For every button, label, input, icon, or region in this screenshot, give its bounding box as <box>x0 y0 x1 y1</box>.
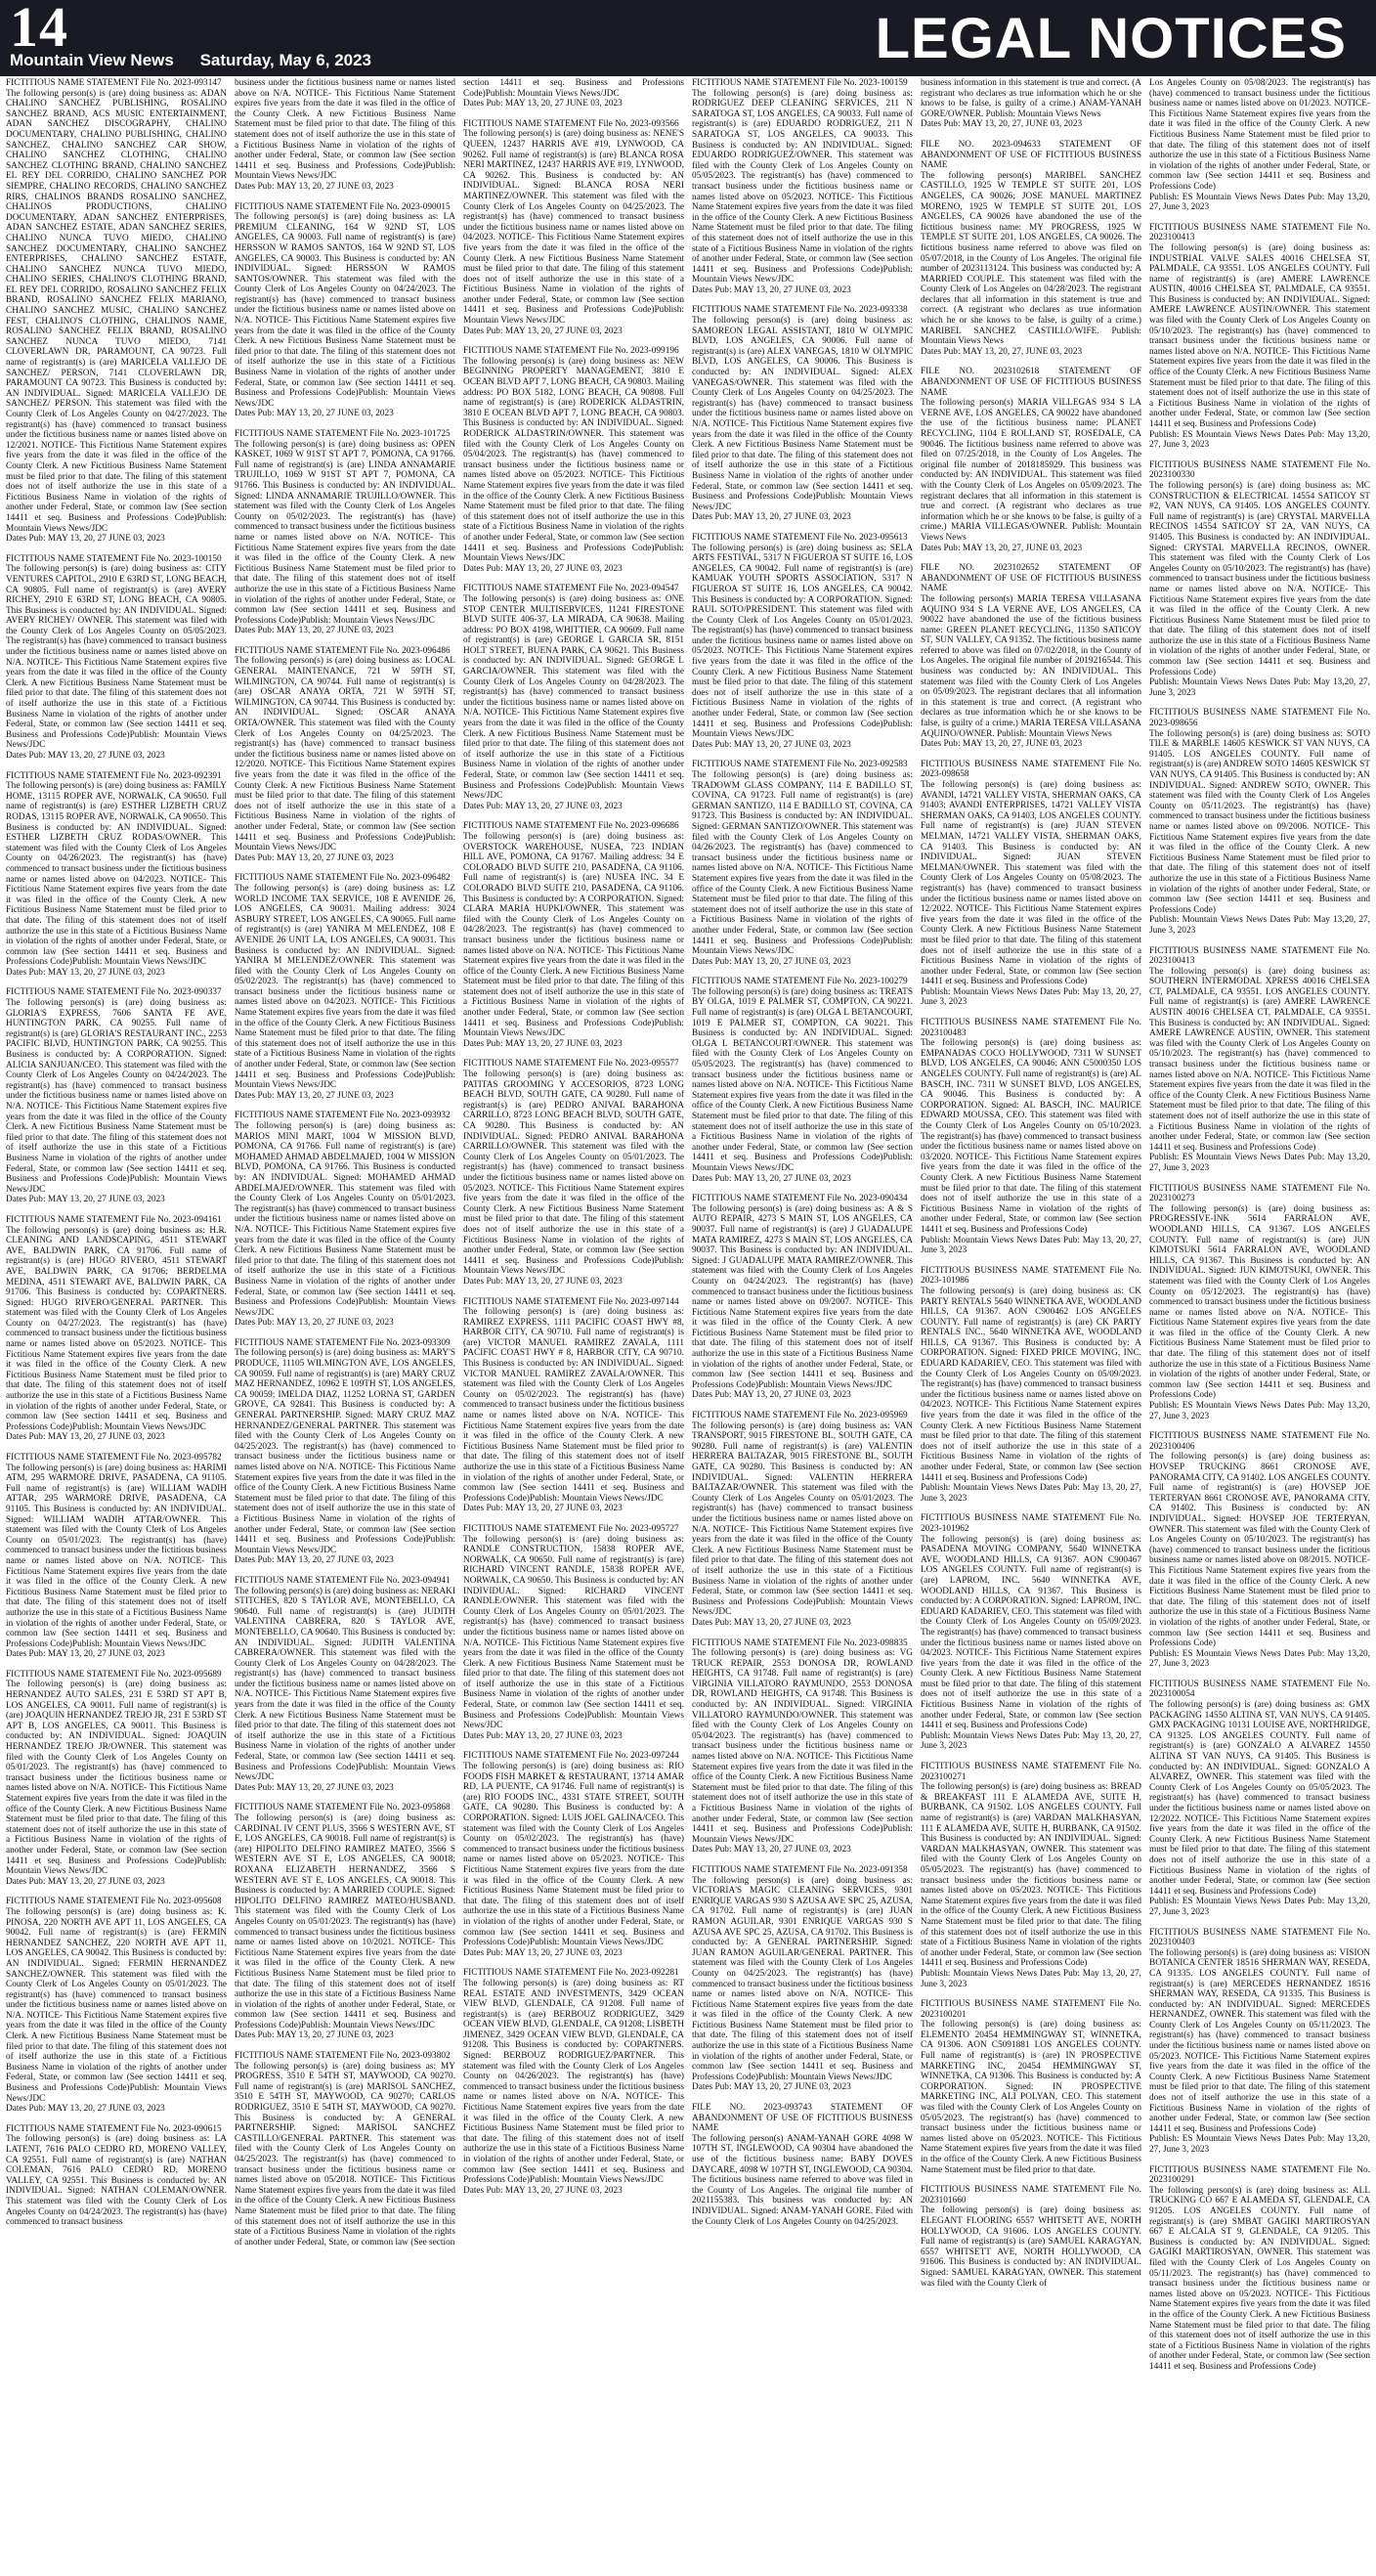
notice-header: FILE NO. 2023102652 STATEMENT OF ABANDONMENT OF USE OF FICTITIOUS BUSINESS NAME <box>921 563 1141 594</box>
notice-body: The following person(s) is (are) doing business as: MC CONSTRUCTION & ELECTRICAL 14554 SATICOY ST #2, VAN NUYS, CA 91405. LOS ANGELES COUNTY. Full name of registrant(s) is (are) CRYSTAL MARVELLA RECINOS 14554 SATICOY ST 2A, VAN NUYS, CA 91405. This Business is conducted by: AN INDIVIDUAL. Signed: CRYSTAL MARVELLA RECINOS, OWNER. This statement was filed with the County Clerk of Los Angeles County on 05/10/2023. The registrant(s) has (have) commenced to transact business under the fictitious business name or names listed above on N/A. NOTICE- This Fictitious Name Statement expires five years from the date it was filed in the office of the County Clerk. A new Fictitious Business Name Statement must be filed prior to that date. The filing of this statement does not of itself authorize the use in this state of a Fictitious Business Name in violation of the rights of another under Federal, State, or common law (See section 14411 et seq. Business and Professions Code) <box>1149 480 1370 677</box>
notice-dates: Dates Pub: MAY 13, 20, 27 JUNE 03, 2023 <box>463 1730 623 1741</box>
notice-dates: Dates Pub: MAY 13, 20, 27, JUNE 03, 2023 <box>921 543 1083 553</box>
notice-body: business under the fictitious business name or names listed above on N/A. NOTICE- This Fictitious Name Statement expires five years from the date it was filed in the office of the County Clerk. A new Fictitious Business Name Statement must be filed prior to that date. The filing of this statement does not of itself authorize the use in this state of a Fictitious Business Name in violation of the rights of another under Federal, State, or common law (See section 14411 et seq. Business and Professions Code)Publish: Mountain Views News/JDC <box>235 78 455 182</box>
legal-notice <box>692 1411 913 1628</box>
legal-notice <box>921 1018 1141 1256</box>
legal-notice <box>1149 708 1370 936</box>
legal-notice <box>692 760 913 967</box>
notice-header: FICTITIOUS NAME STATEMENT File No. 2023-096482 <box>235 873 451 884</box>
legal-notice <box>6 2124 227 2228</box>
legal-notice <box>235 873 455 1101</box>
notice-header: FICTITIOUS NAME STATEMENT File No. 2023-095727 <box>463 1523 679 1534</box>
notice-dates: Publish: Mountain Views News Dates Pub: May 13,20, 27, June 3, 2023 <box>1149 915 1370 936</box>
legal-notice <box>921 78 1141 130</box>
notice-header: FICTITIOUS NAME STATEMENT File No. 2023-090434 <box>692 1194 908 1204</box>
legal-notice <box>6 987 227 1204</box>
notice-dates: Publish: ES Mountain Views News Dates Pub: May 13,20, 27, June 3, 2023 <box>1149 1153 1370 1173</box>
legal-notice <box>1149 460 1370 699</box>
notice-header: FICTITIOUS NAME STATEMENT File No. 2023-093147 <box>6 78 222 88</box>
notice-body: The following person(s) is (are) doing business as: PASADENA MOVING COMPANY, 5640 WINNETKA AVE, WOODLAND HILLS, CA 91367. AON C900467 LOS ANGELES COUNTY. Full name of registrant(s) is (are) LAPROM, INC. 5640 WINNETKA AVE, WOODLAND HILLS, CA 91367. This Business is conducted by: A CORPORATION. Signed: LAPROM, INC. EDUARD KADARIEV, CEO. This statement was filed with the County Clerk of Los Angeles County on 05/09/2023. The registrant(s) has (have) commenced to transact business under the fictitious business name or names listed above on 04/2023. NOTICE- This Fictitious Name Statement expires five years from the date it was filed in the office of the County Clerk. A new Fictitious Business Name Statement must be filed prior to that date. The filing of this statement does not of itself authorize the use in this state of a Fictitious Business Name in violation of the rights of another under Federal, State, or common law (See section 14411 et seq. Business and Professions Code) <box>921 1534 1141 1731</box>
notices-columns <box>6 78 1370 2571</box>
notice-header: FICTITIOUS NAME STATEMENT File No. 2023-097244 <box>463 1751 679 1762</box>
notice-body: The following person(s) ANAM-YANAH GORE 4098 W 107TH ST, INGLEWOOD, CA 90304 have abandoned the use of the fictitious business name: BABY DOVES DAYCARE, 4098 W 107TH ST, INGLEWOOD, CA 90304. The fictitious business name referred to above was filed in the County of Los Angeles. The original file number of 2021155383. This business was conducted by: AN INDIVIDUAL. Signed: ANAM-YANAH GORE. Filed with the County Clerk of Los Angeles County on 04/25/2023. <box>692 2133 913 2227</box>
notice-body: The following person(s) is (are) doing business as: INDUSTRIAL VALVE SALES 40016 CHELSEA ST, PALMDALE, CA 93551. LOS ANGELES COUNTY. Full name of registrant(s) is (are) AMERE LAWRENCE AUSTIN, 40016 CHELSEA ST, PALMDALE, CA 93551. This Business is conducted by: AN INDIVIDUAL. Signed: AMERE LAWRENCE AUSTIN/OWNER. This statement was filed with the County Clerk of Los Angeles County on 05/10/2023. The registrant(s) has (have) commenced to transact business under the fictitious business name or names listed above on N/A. NOTICE- This Fictitious Name Statement expires five years from the date it was filed in the office of the County Clerk. A new Fictitious Business Name Statement must be filed prior to that date. The filing of this statement does not of itself authorize the use in this state of a Fictitious Business Name in violation of the rights of another under Federal, State, or common law (See section 14411 et seq. Business and Professions Code) <box>1149 242 1370 429</box>
legal-notice <box>6 1453 227 1660</box>
legal-notice <box>235 1338 455 1566</box>
notice-header: FICTITIOUS NAME STATEMENT File No. 2023-095613 <box>692 532 908 543</box>
notice-dates: Dates Pub: MAY 13, 20, 27 JUNE 03, 2023 <box>463 1038 623 1049</box>
notice-header: FICTITIOUS BUSINESS NAME STATEMENT File No. 2023-098658 <box>921 759 1141 780</box>
notice-body: The following person(s) is (are) doing business as: HOVSEP TRUCKING 8661 CRONOSE AVE, PANORAMA CITY, CA 91402. LOS ANGELES COUNTY. Full name of registrant(s) is (are) HOVSEP JOE TERTERYAN 8661 CRONOSE AVE, PANORAMA CITY, CA 91402. This Business is conducted by: AN INDIVIDUAL. Signed: HOVSEP JOE TERTERYAN, OWNER. This statement was filed with the County Clerk of Los Angeles County on 05/10/2023. The registrant(s) has (have) commenced to transact business under the fictitious business name or names listed above on 08/2015. NOTICE- This Fictitious Name Statement expires five years from the date it was filed in the office of the County Clerk. A new Fictitious Business Name Statement must be filed prior to that date. The filing of this statement does not of itself authorize the use in this state of a Fictitious Business Name in violation of the rights of another under Federal, State, or common law (See section 14411 et seq. Business and Professions Code) <box>1149 1452 1370 1649</box>
notice-header: FICTITIOUS NAME STATEMENT File No. 2023-096686 <box>463 821 679 832</box>
notice-dates: Dates Pub: MAY 13, 20, 27, JUNE 03, 2023 <box>921 119 1083 130</box>
notice-body: The following person(s) is (are) doing business as: HARIMI ATM, 295 WARMORE DRIVE, PASADENA, CA 91105. Full name of registrant(s) is (are) WILLIAM WADIH ATTAR, 295 WARMORE DRIVE, PASADENA, CA 91105. This Business is conducted by: AN INDIVIDUAL. Signed: WILLIAM WADIH ATTAR/OWNER. This statement was filed with the County Clerk of Los Angeles County on 05/01/2023. The registrant(s) has (have) commenced to transact business under the fictitious business name or names listed above on N/A. NOTICE- This Fictitious Name Statement expires five years from the date it was filed in the office of the County Clerk. A new Fictitious Business Name Statement must be filed prior to that date. The filing of this statement does not of itself authorize the use in this state of a Fictitious Business Name in violation of the rights of another under Federal, State, or common law (See section 14411 et seq. Business and Professions Code)Publish: Mountain Views News/JDC <box>6 1463 227 1649</box>
legal-notice <box>921 140 1141 357</box>
notice-header: FICTITIOUS NAME STATEMENT File No. 2023-093802 <box>235 2051 451 2062</box>
legal-notice <box>235 1111 455 1328</box>
notice-dates: Dates Pub: MAY 13, 20, 27 JUNE 03, 2023 <box>235 181 394 192</box>
notice-body: The following person(s) is (are) doing business as: NENE'S QUEEN, 12437 HARRIS AVE #19, LYNWOOD, CA 90262. Full name of registrant(s) is (are) BLANCA ROSA NERI MARTINEZ, 12437 HARRIS AVE #19, LYNWOOD, CA 90262. This Business is conducted by: AN INDIVIDUAL. Signed: BLANCA ROSA NERI MARTINEZ/OWNER. This statement was filed with the County Clerk of Los Angeles County on 04/25/2023. The registrant(s) has (have) commenced to transact business under the fictitious business name or names listed above on 04/2023. NOTICE- This Fictitious Name Statement expires five years from the date it was filed in the office of the County Clerk. A new Fictitious Business Name Statement must be filed prior to that date. The filing of this statement does not of itself authorize the use in this state of a Fictitious Business Name in violation of the rights of another under Federal, State, or common law (See section 14411 et seq. Business and Professions Code)Publish: Mountain Views News/JDC <box>463 129 684 327</box>
legal-notice <box>692 1194 913 1401</box>
notice-dates: Dates Pub: MAY 13, 20, 27 JUNE 03, 2023 <box>235 1555 394 1566</box>
notice-body: The following person(s) is (are) doing business as: LA PREMIUM CLEANING, 164 W 92ND ST, LOS ANGELES, CA 90003. Full name of registrant(s) is (are) HERSSON W RAMOS SANTOS, 164 W 92ND ST, LOS ANGELES, CA 90003. This Business is conducted by: AN INDIVIDUAL. Signed: HERSSON W RAMOS SANTOS/OWNER. This statement was filed with the County Clerk of Los Angeles County on 04/24/2023. The registrant(s) has (have) commenced to transact business under the fictitious business name or names listed above on N/A. NOTICE- This Fictitious Name Statement expires five years from the date it was filed in the office of the County Clerk. A new Fictitious Business Name Statement must be filed prior to that date. The filing of this statement does not of itself authorize the use in this state of a Fictitious Business Name in violation of the rights of another under Federal, State, or common law (See section 14411 et seq. Business and Professions Code)Publish: Mountain Views News/JDC <box>235 212 455 409</box>
legal-notice <box>463 1297 684 1514</box>
notice-header: FICTITIOUS NAME STATEMENT File No. 2023-094161 <box>6 1214 222 1225</box>
notice-dates: Dates Pub: MAY 13, 20, 27 JUNE 03, 2023 <box>6 1649 165 1660</box>
notice-header: FICTITIOUS NAME STATEMENT File No. 2023-101725 <box>235 429 451 439</box>
notice-column <box>6 78 227 2571</box>
notice-dates: Dates Pub: MAY 13, 20, 27 JUNE 03, 2023 <box>692 1390 851 1401</box>
notice-header: FICTITIOUS NAME STATEMENT File No. 2023-096486 <box>235 645 451 656</box>
legal-notice <box>921 367 1141 553</box>
legal-notice <box>692 1638 913 1856</box>
legal-notice <box>1149 1680 1370 1918</box>
notice-header: FICTITIOUS NAME STATEMENT File No. 2023-092583 <box>692 760 908 770</box>
legal-notice <box>1149 78 1370 213</box>
notice-dates: Publish: Mountain Views News Dates Pub: May 13, 20, 27, June 3, 2023 <box>921 1730 1141 1752</box>
notice-body: The following person(s) MARIA VILLEGAS 934 S LA VERNE AVE, LOS ANGELES, CA 90022 have abandoned the use of the fictitious business name: PLANET RECYCLING, 1104 E ROLLAND ST, ROSEDALE, CA 90046. The fictitious business name referred to above was filed on 07/25/2018, in the County of Los Angeles. The original file number of 2018185929. This business was conducted by: AN INDIVIDUAL. This statement was filed with the County Clerk of Los Angeles on 05/09/2023. The registrant declares that all information in this statement is true and correct. (A registrant who declares as true information which he or she knows to be false, is guilty of a crime.) MARIA VILLEGAS/OWNER. Publish: Mountain Views News <box>921 398 1141 543</box>
notice-body: section 14411 et seq. Business and Professions Code)Publish: Mountain Views News/JDC <box>463 78 684 99</box>
notice-body: The following person(s) is (are) doing business as: RAMIREZ EXPRESS, 1111 PACIFIC COAST HWY #8, HARBOR CITY, CA 90710. Full name of registrant(s) is (are) VICTOR MANUEL RAMIREZ ZAVALA, 1111 PACIFIC COAST HWY # 8, HARBOR CITY, CA 90710. This Business is conducted by: AN INDIVIDUAL. Signed: VICTOR MANUEL RAMIREZ ZAVALA/OWNER. This statement was filed with the County Clerk of Los Angeles County on 05/02/2023. The registrant(s) has (have) commenced to transact business under the fictitious business name or names listed above on N/A. NOTICE- This Fictitious Name Statement expires five years from the date it was filed in the office of the County Clerk. A new Fictitious Business Name Statement must be filed prior to that date. The filing of this statement does not of itself authorize the use in this state of a Fictitious Business Name in violation of the rights of another under Federal, State, or common law (See section 14411 et seq. Business and Professions Code)Publish: Mountain Views News/JDC <box>463 1307 684 1504</box>
notice-column <box>1149 78 1370 2571</box>
notice-header: FICTITIOUS NAME STATEMENT File No. 2023-095969 <box>692 1411 908 1421</box>
notice-body: The following person(s) is (are) doing business as: GMX PACKAGING 14550 ALTINA ST, VAN NUYS, CA 91405. GMX PACKAGING 10131 LOUISE AVE, NORTHRIDGE, CA 91325. LOS ANGELES COUNTY. Full name of registrant(s) is (are) GONZALO A ALVAREZ 14550 ALTINA ST VAN NUYS, CA 91405. This Business is conducted by: AN INDIVIDUAL. Signed: GONZALO A ALVAREZ, OWNER. This statement was filed with the County Clerk of Los Angeles County on 05/05/2023. The registrant(s) has (have) commenced to transact business under the fictitious business name or names listed above on 12/2022. NOTICE- This Fictitious Name Statement expires five years from the date it was filed in the office of the County Clerk. A new Fictitious Business Name Statement must be filed prior to that date. The filing of this statement does not of itself authorize the use in this state of a Fictitious Business Name in violation of the rights of another under Federal, State, or common law (See section 14411 et seq. Business and Professions Code) <box>1149 1700 1370 1897</box>
notice-body: Los Angeles County on 05/08/2023. The registrant(s) has (have) commenced to transact business under the fictitious business name or names listed above on 01/2023. NOTICE- This Fictitious Name Statement expires five years from the date it was filed in the office of the County Clerk. A new Fictitious Business Name Statement must be filed prior to that date. The filing of this statement does not of itself authorize the use in this state of a Fictitious Business Name in violation of the rights of another under Federal, State, or common law (See section 14411 et seq. Business and Professions Code) <box>1149 78 1370 192</box>
notice-header: FICTITIOUS NAME STATEMENT File No. 2023-090337 <box>6 987 222 998</box>
notice-header: FICTITIOUS BUSINESS NAME STATEMENT File No. 2023100413 <box>1149 945 1370 967</box>
notice-header: FICTITIOUS NAME STATEMENT File No. 2023-099196 <box>463 346 679 357</box>
notice-header: FICTITIOUS NAME STATEMENT File No. 2023-097144 <box>463 1296 679 1307</box>
notice-body: The following person(s) is (are) doing business as: ONE STOP CENTER MULTISERVICES, 11241 FIRESTONE BLVD SUITE 406-37, LA MIRADA, CA 90638. Mailing address: PO BOX 4198, WHITTIER, CA 90609. Full name of registrant(s) is (are) GEORGE L GARCIA SR, 8151 HOLT STREET, BUENA PARK, CA 90621. This Business is conducted by: AN INDIVIDUAL. Signed: GEORGE L GARCIA/OWNER. This statement was filed with the County Clerk of Los Angeles County on 04/28/2023. The registrant(s) has (have) commenced to transact business under the fictitious business name or names listed above on N/A. NOTICE- This Fictitious Name Statement expires five years from the date it was filed in the office of the County Clerk. A new Fictitious Business Name Statement must be filed prior to that date. The filing of this statement does not of itself authorize the use in this state of a Fictitious Business Name in violation of the rights of another under Federal, State, or common law (See section 14411 et seq. Business and Professions Code)Publish: Mountain Views News/JDC <box>463 593 684 802</box>
legal-notice <box>235 646 455 863</box>
notice-dates: Dates Pub: MAY 13, 20, 27 JUNE 03, 2023 <box>6 1432 165 1443</box>
notice-header: FICTITIOUS NAME STATEMENT File No. 2023-094941 <box>235 1575 451 1586</box>
legal-notice <box>6 78 227 545</box>
notice-dates: Dates Pub: MAY 13, 20, 27 JUNE 03, 2023 <box>235 409 394 419</box>
legal-notice <box>235 1576 455 1793</box>
notice-header: FICTITIOUS NAME STATEMENT File No. 2023-093338 <box>692 305 908 316</box>
notice-header: FICTITIOUS BUSINESS NAME STATEMENT File No. 2023100413 <box>1149 222 1370 243</box>
notice-column <box>692 78 913 2571</box>
notice-dates: Publish: Mountain Views News Dates Pub: May 13, 20, 27, June 3, 2023 <box>921 1483 1141 1504</box>
notice-dates: Dates Pub: MAY 13, 20, 27 JUNE 03, 2023 <box>463 1504 623 1514</box>
notice-body: The following person(s) is (are) doing business as: RANDLE CONSTRUCTION, 15838 ROPER AVE, NORWALK, CA 90650. Full name of registrant(s) is (are) RICHARD VINCENT RANDLE, 15838 ROPER AVE, NORWALK, CA 90650. This Business is conducted by: AN INDIVIDUAL. Signed: RICHARD VINCENT RANDLE/OWNER. This statement was filed with the County Clerk of Los Angeles County on 05/01/2023. The registrant(s) has (have) commenced to transact business under the fictitious business name or names listed above on N/A. NOTICE- This Fictitious Name Statement expires five years from the date it was filed in the office of the County Clerk. A new Fictitious Business Name Statement must be filed prior to that date. The filing of this statement does not of itself authorize the use in this state of a Fictitious Business Name in violation of the rights of another under Federal, State, or common law (See section 14411 et seq. Business and Professions Code)Publish: Mountain Views News/JDC <box>463 1534 684 1731</box>
notice-header: FICTITIOUS NAME STATEMENT File No. 2023-100279 <box>692 977 908 987</box>
notice-header: FICTITIOUS BUSINESS NAME STATEMENT File No. 2023100291 <box>1149 2164 1370 2186</box>
legal-notice <box>6 1670 227 1887</box>
notice-body: The following person(s) is (are) doing business as: CITY VENTURES CAPITOL, 2910 E 63RD ST, LONG BEACH, CA 90805. Full name of registrant(s) is (are) AVERY RICHEY, 2910 E 63RD ST, LONG BEACH, CA 90805. This Business is conducted by: AN INDIVIDUAL. Signed: AVERY RICHEY/ OWNER. This statement was filed with the County Clerk of Los Angeles County on 05/05/2023. The registrant(s) has (have) commenced to transact business under the fictitious business name or names listed above on N/A. NOTICE- This Fictitious Name Statement expires five years from the date it was filed in the office of the County Clerk. A new Fictitious Business Name Statement must be filed prior to that date. The filing of this statement does not of itself authorize the use in this state of a Fictitious Business Name in violation of the rights of another under Federal, State, or common law (See section 14411 et seq. Business and Professions Code)Publish: Mountain Views News/JDC <box>6 564 227 751</box>
notice-header: FICTITIOUS NAME STATEMENT File No. 2023-095577 <box>463 1059 679 1070</box>
notice-dates: Publish: ES Mountain Views News Dates Pub: May 13,20, 27, June 3, 2023 <box>1149 1401 1370 1421</box>
notice-dates: Dates Pub: MAY 13, 20, 27 JUNE 03, 2023 <box>6 1195 165 1205</box>
notice-body: The following person(s) is (are) doing business as: K. PINOSA, 220 NORTH AVE APT 11, LOS ANGELES, CA 90042. Full name of registrant(s) is (are) FERMIN HERNANDEZ SANCHEZ, 220 NORTH AVE APT 11, LOS ANGELES, CA 90042. This Business is conducted by: AN INDIVIDUAL. Signed: FERMIN HERNANDEZ SANCHEZ/OWNER. This statement was filed with the County Clerk of Los Angeles County on 05/01/2023. The registrant(s) has (have) commenced to transact business under the fictitious business name or names listed above on N/A. NOTICE- This Fictitious Name Statement expires five years from the date it was filed in the office of the County Clerk. A new Fictitious Business Name Statement must be filed prior to that date. The filing of this statement does not of itself authorize the use in this state of a Fictitious Business Name in violation of the rights of another under Federal, State, or common law (See section 14411 et seq. Business and Professions Code)Publish: Mountain Views News/JDC <box>6 1906 227 2104</box>
notice-header: FICTITIOUS NAME STATEMENT File No. 2023-095868 <box>235 1803 451 1813</box>
legal-notice <box>1149 1928 1370 2156</box>
notice-body: The following person(s) is (are) doing business as: TRADOWM GLASS COMPANY, 114 E BADILLO ST, COVINA, CA 91723. Full name of registrant(s) is (are) GERMAN SANTIZO, 114 E BADILLO ST, COVINA, CA 91723. This Business is conducted by: AN INDIVIDUAL. Signed: GERMAN SANTIZO/OWNER. This statement was filed with the County Clerk of Los Angeles County on 04/26/2023. The registrant(s) has (have) commenced to transact business under the fictitious business name or names listed above on N/A. NOTICE- This Fictitious Name Statement expires five years from the date it was filed in the office of the County Clerk. A new Fictitious Business Name Statement must be filed prior to that date. The filing of this statement does not of itself authorize the use in this state of a Fictitious Business Name in violation of the rights of another under Federal, State, or common law (See section 14411 et seq. Business and Professions Code)Publish: Mountain Views News/JDC <box>692 770 913 957</box>
notice-header: FICTITIOUS NAME STATEMENT File No. 2023-090615 <box>6 2123 222 2134</box>
notice-body: The following person(s) is (are) doing business as: CARDINAL IV CENT PLUS, 3566 S WESTERN AVE, ST E, LOS ANGELES, CA 90018. Full name of registrant(s) is (are) HIPOLITO DELFINO RAMIREZ MATEO, 3566 S WESTERN AVE ST E, LOS ANGELES, CA 90018; ROXANA ELIZABETH HERNANDEZ, 3566 S WESTERN AVE ST E, LOS ANGELES, CA 90018. This Business is conducted by: A MARRIED COUPLE. Signed: HIPOLITO DELFINO RAMIREZ MATEO/HUSBAND. This statement was filed with the County Clerk of Los Angeles County on 05/01/2023. The registrant(s) has (have) commenced to transact business under the fictitious business name or names listed above on 10/2021. NOTICE- This Fictitious Name Statement expires five years from the date it was filed in the office of the County Clerk. A new Fictitious Business Name Statement must be filed prior to that date. The filing of this statement does not of itself authorize the use in this state of a Fictitious Business Name in violation of the rights of another under Federal, State, or common law (See section 14411 et seq. Business and Professions Code)Publish: Mountain Views News/JDC <box>235 1813 455 2030</box>
notice-header: FICTITIOUS BUSINESS NAME STATEMENT File No. 2023-101986 <box>921 1265 1141 1287</box>
notice-body: The following person(s) is (are) doing business as: H.R. CLEANING AND LANDSCAPING, 4511 STEWART AVE, BALDWIN PARK, CA 91706. Full name of registrant(s) is (are) HUGO RIVERO, 4511 STEWART AVE, BALDWIN PARK, CA 91706; BERDELMA MEDINA, 4511 STEWART AVE, BALDWIN PARK, CA 91706. This Business is conducted by: COPARTNERS. Signed: HUGO RIVERO/GENERAL PARTNER. This statement was filed with the County Clerk of Los Angeles County on 04/27/2023. The registrant(s) has (have) commenced to transact business under the fictitious business name or names listed above on 05/2023. NOTICE- This Fictitious Name Statement expires five years from the date it was filed in the office of the County Clerk. A new Fictitious Business Name Statement must be filed prior to that date. The filing of this statement does not of itself authorize the use in this state of a Fictitious Business Name in violation of the rights of another under Federal, State, or common law (See section 14411 et seq. Business and Professions Code)Publish: Mountain Views News/JDC <box>6 1225 227 1432</box>
notice-dates: Dates Pub: MAY 13, 20, 27 JUNE 03, 2023 <box>235 626 394 636</box>
notice-body: The following person(s) is (are) doing business as: PATITAS GROOMING Y ACCESORIOS, 8723 LONG BEACH BLVD, SOUTH GATE, CA 90280. Full name of registrant(s) is (are) PEDRO ANIVAL BARAHONA CARRILLO, 8723 LONG BEACH BLVD, SOUTH GATE, CA 90280. This Business is conducted by: AN INDIVIDUAL. Signed: PEDRO ANIVAL BARAHONA CARRILLO/OWNER. This statement was filed with the County Clerk of Los Angeles County on 05/01/2023. The registrant(s) has (have) commenced to transact business under the fictitious business name or names listed above on 05/2023. NOTICE- This Fictitious Name Statement expires five years from the date it was filed in the office of the County Clerk. A new Fictitious Business Name Statement must be filed prior to that date. The filing of this statement does not of itself authorize the use in this state of a Fictitious Business Name in violation of the rights of another under Federal, State, or common law (See section 14411 et seq. Business and Professions Code)Publish: Mountain Views News/JDC <box>463 1070 684 1277</box>
legal-notice <box>1149 2165 1370 2373</box>
page-number: 14 <box>10 0 68 59</box>
legal-notice <box>463 346 684 574</box>
notice-body: The following person(s) is (are) doing business as: LZ WORLD INCOME TAX SERVICE, 108 E AVENIDE 26, LOS ANGELES, CA 90031. Mailing address: 3024 ASBURY STREET, LOS ANGELES, CA 90065. Full name of registrant(s) is (are) YANIRA M MELENDEZ, 108 E AVENIDE 26 UNIT LA, LOS ANGELES, CA 90031. This Business is conducted by: AN INDIVIDUAL. Signed: YANIRA M MELENDEZ/OWNER. This statement was filed with the County Clerk of Los Angeles County on 05/02/2023. The registrant(s) has (have) commenced to transact business under the fictitious business name or names listed above on 04/2023. NOTICE- This Fictitious Name Statement expires five years from the date it was filed in the office of the County Clerk. A new Fictitious Business Name Statement must be filed prior to that date. The filing of this statement does not of itself authorize the use in this state of a Fictitious Business Name in violation of the rights of another under Federal, State, or common law (See section 14411 et seq. Business and Professions Code)Publish: Mountain Views News/JDC <box>235 883 455 1091</box>
notice-body: The following person(s) MARIBEL SANCHEZ CASTILLO, 1925 W TEMPLE ST SUITE 201, LOS ANGELES, CA 90026; JOSE MANUEL MARTINEZ MORENO, 1925 W TEMPLE ST SUITE 201, LOS ANGELES, CA 90026 have abandoned the use of the fictitious business name: MY PROGRESS, 1925 W TEMPLE ST SUITE 201, LOS ANGELES, CA 90026. The fictitious business name referred to above was filed on 05/07/2018, in the County of Los Angeles. The original file number of 2023113124. This business was conducted by: A MARRIED COUPLE. This statement was filed with the County Clerk of Los Angeles on 04/28/2023. The registrant declares that all information in this statement is true and correct. (A registrant who declares as true information which he or she knows to be false, is guilty of a crime.) MARIBEL SANCHEZ CASTILLO/WIFE. Publish: Mountain Views News <box>921 170 1141 347</box>
notice-dates: Dates Pub: MAY 13, 20, 27 JUNE 03, 2023 <box>235 2030 394 2041</box>
notice-dates: Dates Pub: MAY 13, 20, 27 JUNE 03, 2023 <box>692 739 851 750</box>
legal-notice <box>1149 223 1370 451</box>
masthead <box>0 0 1376 76</box>
notice-body: The following person(s) is (are) doing business as: AVANDI, 14721 VALLEY VISTA, SHERMAN OAKS, CA 91403; AVANDI ENTERPRISES, 14721 VALLEY VISTA SHERMAN OAKS, CA 91403, LOS ANGELES COUNTY. Full name of registrant(s) is (are) JUAN STEVEN MELMAN, 14721 VALLEY VISTA, SHERMAN OAKS, CA 91403. This Business is conducted by: AN INDIVIDUAL. Signed: JUAN STEVEN MELMAN/OWNER. This statement was filed with the County Clerk of Los Angeles County on 05/08/2023. The registrant(s) has (have) commenced to transact business under the fictitious business name or names listed above on 12/2022. NOTICE- This Fictitious Name Statement expires five years from the date it was filed in the office of the County Clerk. A new Fictitious Business Name Statement must be filed prior to that date. The filing of this statement does not of itself authorize the use in this state of a Fictitious Business Name in violation of the rights of another under Federal, State, or common law (See section 14411 et seq. Business and Professions Code) <box>921 780 1141 987</box>
notice-body: The following person(s) is (are) doing business as: VICTORIA'S MAGIC CLEANING SERVICES, 9301 ENRIQUE VARGAS 930 S AZUSA AVE SPC 25, AZUSA, CA 91702. Full name of registrant(s) is (are) JUAN RAMON AGUILAR, 9301 ENRIQUE VARGAS 930 S AZUSA AVE SPC 25, AZUSA, CA 91702. This Business is conducted by: A GENERAL PARTNERSHIP. Signed: JUAN RAMON AGUILAR/GENERAL PARTNER. This statement was filed with the County Clerk of Los Angeles County on 04/25/2023. The registrant(s) has (have) commenced to transact business under the fictitious business name or names listed above on N/A. NOTICE- This Fictitious Name Statement expires five years from the date it was filed in the office of the County Clerk. A new Fictitious Business Name Statement must be filed prior to that date. The filing of this statement does not of itself authorize the use in this state of a Fictitious Business Name in violation of the rights of another under Federal, State, or common law (See section 14411 et seq. Business and Professions Code)Publish: Mountain Views News/JDC <box>692 1875 913 2082</box>
notice-dates: Publish: ES Mountain Views News Dates Pub: May 13,20, 27, June 3, 2023 <box>1149 192 1370 213</box>
notice-header: FICTITIOUS BUSINESS NAME STATEMENT File No. 2023100271 <box>921 1762 1141 1782</box>
notice-dates: Publish: Mountain Views News Dates Pub: May 13, 20, 27, June 3, 2023 <box>921 986 1141 1008</box>
notice-header: FICTITIOUS NAME STATEMENT File No. 2023-093309 <box>235 1337 451 1348</box>
notice-dates: Dates Pub: MAY 13, 20, 27 JUNE 03, 2023 <box>463 1276 623 1287</box>
legal-notice <box>235 2051 455 2248</box>
notice-dates: Dates Pub: MAY 13, 20, 27 JUNE 03, 2023 <box>463 801 623 811</box>
notice-header: FICTITIOUS NAME STATEMENT File No. 2023-098835 <box>692 1637 908 1648</box>
notice-body: business information in this statement is true and correct. (A registrant who declares as true information which he or she knows to be false, is guilty of a crime.) ANAM-YANAH GORE/OWNER. Publish: Mountain Views News <box>921 78 1141 119</box>
notice-body: The following person(s) is (are) doing business as: ELEGANT FLOORING 6557 WHITSETT AVE, NORTH HOLLYWOOD, CA 91606. LOS ANGELES COUNTY. Full name of registrant(s) is (are) SAMUEL KARAGYAN, 6557 WHITSETT AVE, NORTH HOLLYWOOD, CA 91606. This Business is conducted by: AN INDIVIDUAL. Signed: SAMUEL KARAGYAN, OWNER. This statement was filed with the County Clerk of <box>921 2205 1141 2289</box>
notice-dates: Dates Pub: MAY 13, 20, 27 JUNE 03, 2023 <box>6 534 165 545</box>
notice-header: FICTITIOUS BUSINESS NAME STATEMENT File No. 2023-098656 <box>1149 708 1370 729</box>
legal-notice <box>463 584 684 811</box>
notice-body: The following person(s) is (are) doing business as: MARIOS MINI MART, 1004 W MISSION BLVD, POMONA, CA 91766. Full name of registrant(s) is (are) MOHAMED AHMAD ABDELMAJED, 1004 W MISSION BLVD, POMONA, CA 91766. This Business is conducted by: AN INDIVIDUAL. Signed: MOHAMED AHMAD ABDELMAJED/OWNER. This statement was filed with the County Clerk of Los Angeles County on 05/01/2023. The registrant(s) has (have) commenced to transact business under the fictitious business name or names listed above on N/A. NOTICE- This Fictitious Name Statement expires five years from the date it was filed in the office of the County Clerk. A new Fictitious Business Name Statement must be filed prior to that date. The filing of this statement does not of itself authorize the use in this state of a Fictitious Business Name in violation of the rights of another under Federal, State, or common law (See section 14411 et seq. Business and Professions Code)Publish: Mountain Views News/JDC <box>235 1121 455 1318</box>
legal-notice <box>1149 1184 1370 1422</box>
notice-dates: Dates Pub: MAY 13, 20, 27 JUNE 03, 2023 <box>692 2082 851 2093</box>
notice-dates: Publish: Mountain Views News Dates Pub: May 13, 20, 27, June 3, 2023 <box>921 1235 1141 1256</box>
notice-dates: Dates Pub: MAY 13, 20, 27 JUNE 03, 2023 <box>235 1782 394 1793</box>
legal-notice <box>463 1968 684 2196</box>
notice-header: FICTITIOUS BUSINESS NAME STATEMENT File No. 2023100273 <box>1149 1183 1370 1204</box>
notice-body: The following person(s) is (are) doing business as: RT REAL ESTATE AND INVESTMENTS, 3429 OCEAN VIEW BLVD, GLENDALE, CA 91208. Full name of registrant(s) is (are) BERBOUZ RODRIGUEZ, 3429 OCEAN VIEW BLVD, GLENDALE, CA 91208; LISBETH JIMENEZ, 3429 OCEAN VIEW BLVD, GLENDALE, CA 91208. This Business is conducted by: COPARTNERS. Signed: BERBOUZ RODRIGUEZ/PARTNER. This statement was filed with the County Clerk of Los Angeles County on 04/26/2023. The registrant(s) has (have) commenced to transact business under the fictitious business name or names listed above on N/A. NOTICE- This Fictitious Name Statement expires five years from the date it was filed in the office of the County Clerk. A new Fictitious Business Name Statement must be filed prior to that date. The filing of this statement does not of itself authorize the use in this state of a Fictitious Business Name in violation of the rights of another under Federal, State, or common law (See section 14411 et seq. Business and Professions Code)Publish: Mountain Views News/JDC <box>463 1978 684 2186</box>
legal-notice <box>463 119 684 336</box>
notice-body: The following person(s) is (are) doing business as: SAMOREON LEGAL ASSISTANT, 1810 W OLYMPIC BLVD, LOS ANGELES, CA 90006. Full name of registrant(s) is (are) ALEX VANEGAS, 1810 W OLYMPIC BLVD, LOS ANGELES, CA 90006. This Business is conducted by: AN INDIVIDUAL. Signed: ALEX VANEGAS/OWNER. This statement was filed with the County Clerk of Los Angeles County on 04/25/2023. The registrant(s) has (have) commenced to transact business under the fictitious business name or names listed above on N/A. NOTICE- This Fictitious Name Statement expires five years from the date it was filed in the office of the County Clerk. A new Fictitious Business Name Statement must be filed prior to that date. The filing of this statement does not of itself authorize the use in this state of a Fictitious Business Name in violation of the rights of another under Federal, State, or common law (See section 14411 et seq. Business and Professions Code)Publish: Mountain Views News/JDC <box>692 316 913 512</box>
notice-dates: Publish: ES Mountain Views News Dates Pub: May 13,20, 27, June 3, 2023 <box>1149 1648 1370 1670</box>
legal-notice <box>6 1897 227 2114</box>
notice-dates: Dates Pub: MAY 13, 20, 27 JUNE 03, 2023 <box>692 1173 851 1184</box>
notice-body: The following person(s) is (are) doing business as: ELEMENTO 20454 HEMMINGWAY ST, WINNETKA, CA 91306. AON C5091881 LOS ANGELES COUNTY. Full name of registrant(s) is (are) IN PROSPECTIVE MARKETING INC, 20454 HEMMINGWAY ST, WINNETKA, CA 91306. This Business is conducted by: A CORPORATION. Signed: IN PROSPECTIVE MARKETING INC, ALI POLYAN, CEO. This statement was filed with the County Clerk of Los Angeles County on 05/05/2023. The registrant(s) has (have) commenced to transact business under the fictitious business name or names listed above on 05/2023. NOTICE- This Fictitious Name Statement expires five years from the date it was filed in the office of the County Clerk. A new Fictitious Business Name Statement must be filed prior to that date. <box>921 2020 1141 2175</box>
notice-body: The following person(s) is (are) doing business as: BREAD & BREAKFAST 111 E ALAMEDA AVE, SUITE H, BURBANK, CA 91502. LOS ANGELES COUNTY. Full name of registrant(s) is (are) VARDAN MALKHASYAN, 111 E ALAMEDA AVE, SUITE H, BURBANK, CA 91502. This Business is conducted by: AN INDIVIDUAL. Signed: VARDAN MALKHASYAN, OWNER. This statement was filed with the County Clerk of Los Angeles County on 05/05/2023. The registrant(s) has (have) commenced to transact business under the fictitious business name or names listed above on 05/2023. NOTICE- This Fictitious Name Statement expires five years from the date it was filed in the office of the County Clerk. A new Fictitious Business Name Statement must be filed prior to that date. The filing of this statement does not of itself authorize the use in this state of a Fictitious Business Name in violation of the rights of another under Federal, State, or common law (See section 14411 et seq. Business and Professions Code) <box>921 1782 1141 1969</box>
notice-body: The following person(s) is (are) doing business as: OPEN KASKET, 1069 W 91ST ST APT 7, POMONA, CA 91766. Full name of registrant(s) is (are) LINDA ANNAMARIE TRUJILLO, 1069 W 91ST ST APT 7, POMONA, CA 91766. This Business is conducted by: AN INDIVIDUAL. Signed: LINDA ANNAMARIE TRUJILLO/OWNER. This statement was filed with the County Clerk of Los Angeles County on 05/02/2023. The registrant(s) has (have) commenced to transact business under the fictitious business name or names listed above on N/A. NOTICE- This Fictitious Name Statement expires five years from the date it was filed in the office of the County Clerk. A new Fictitious Business Name Statement must be filed prior to that date. The filing of this statement does not of itself authorize the use in this state of a Fictitious Business Name in violation of the rights of another under Federal, State, or common law (See section 14411 et seq. Business and Professions Code)Publish: Mountain Views News/JDC <box>235 439 455 626</box>
notice-header: FICTITIOUS BUSINESS NAME STATEMENT File No. 2023100406 <box>1149 1431 1370 1452</box>
legal-notice <box>692 2103 913 2227</box>
issue-date: Saturday, May 6, 2023 <box>199 51 372 69</box>
notice-header: FICTITIOUS NAME STATEMENT File No. 2023-092391 <box>6 770 222 781</box>
notice-header: FICTITIOUS BUSINESS NAME STATEMENT File No. 2023101660 <box>921 2185 1141 2205</box>
notice-body: The following person(s) is (are) doing business as: RODRIGUEZ DEEP CLEANING SERVICES, 211 N SARATOGA ST, LOS ANGELES, CA 90033. Full name of registrant(s) is (are) EDUARDO RODRIGUEZ, 211 N SARATOGA ST, LOS ANGELES, CA 90033. This Business is conducted by: AN INDIVIDUAL. Signed: EDUARDO RODRIGUEZ/OWNER. This statement was filed with the County Clerk of Los Angeles County on 05/05/2023. The registrant(s) has (have) commenced to transact business under the fictitious business name or names listed above on 05/2023. NOTICE- This Fictitious Name Statement expires five years from the date it was filed in the office of the County Clerk. A new Fictitious Business Name Statement must be filed prior to that date. The filing of this statement does not of itself authorize the use in this state of a Fictitious Business Name in violation of the rights of another under Federal, State, or common law (See section 14411 et seq. Business and Professions Code)Publish: Mountain Views News/JDC <box>692 88 913 285</box>
notice-body: The following person(s) is (are) doing business as: HERNANDEZ AUTO SALES, 231 E 53RD ST APT B, LOS ANGELES, CA 90011. Full name of registrant(s) is (are) JOAQUIN HERNANDEZ TREJO JR, 231 E 53RD ST APT B, LOS ANGELES, CA 90011. This Business is conducted by: AN INDIVIDUAL. Signed: JOAQUIN HERNANDEZ TREJO JR/OWNER. This statement was filed with the County Clerk of Los Angeles County on 05/01/2023. The registrant(s) has (have) commenced to transact business under the fictitious business name or names listed above on N/A. NOTICE- This Fictitious Name Statement expires five years from the date it was filed in the office of the County Clerk. A new Fictitious Business Name Statement must be filed prior to that date. The filing of this statement does not of itself authorize the use in this state of a Fictitious Business Name in violation of the rights of another under Federal, State, or common law (See section 14411 et seq. Business and Professions Code)Publish: Mountain Views News/JDC <box>6 1680 227 1877</box>
notice-body: The following person(s) is (are) doing business as: NEW BEGINNING PROPERTY MANAGEMENT, 3810 E OCEAN BLVD APT 7, LONG BEACH, CA 90803. Mailing address: PO BOX 5182, LONG BEACH, CA 90808. Full name of registrant(s) is (are) RODERICK ALDASTRIN, 3810 E OCEAN BLVD APT 7, LONG BEACH, CA 90803. This Business is conducted by: AN INDIVIDUAL. Signed: RODERICK ALDASTRIN/OWNER. This statement was filed with the County Clerk of Los Angeles County on 05/04/2023. The registrant(s) has (have) commenced to transact business under the fictitious business name or names listed above on 05/2023. NOTICE- This Fictitious Name Statement expires five years from the date it was filed in the office of the County Clerk. A new Fictitious Business Name Statement must be filed prior to that date. The filing of this statement does not of itself authorize the use in this state of a Fictitious Business Name in violation of the rights of another under Federal, State, or common law (See section 14411 et seq. Business and Professions Code)Publish: Mountain Views News/JDC <box>463 356 684 564</box>
notice-dates: Publish: ES Mountain Views News Dates Pub: May 13,20, 27, June 3, 2023 <box>1149 429 1370 451</box>
notice-body: The following person(s) is (are) doing business as: VAN TRANSPORT, 9015 FIRESTONE BL, SOUTH GATE, CA 90280. Full name of registrant(s) is (are) VALENTIN HERRERA BALTAZAR, 9015 FIRESTONE BL, SOUTH GATE, CA 90280. This Business is conducted by: AN INDIVIDUAL. Signed: VALENTIN HERRERA BALTAZAR/OWNER. This statement was filed with the County Clerk of Los Angeles County on 05/01/2023. The registrant(s) has (have) commenced to transact business under the fictitious business name or names listed above on N/A. NOTICE- This Fictitious Name Statement expires five years from the date it was filed in the office of the County Clerk. A new Fictitious Business Name Statement must be filed prior to that date. The filing of this statement does not of itself authorize the use in this state of a Fictitious Business Name in violation of the rights of another under Federal, State, or common law (See section 14411 et seq. Business and Professions Code)Publish: Mountain Views News/JDC <box>692 1420 913 1618</box>
notice-column <box>921 78 1141 2571</box>
legal-notice <box>921 1513 1141 1752</box>
notice-body: The following person(s) is (are) doing business as: SELA ARTS FESTIVAL, 5317 N FIGUEROA ST SUITE 16, LOS ANGELES, CA 90042. Full name of registrant(s) is (are) KAMUAK YOUTH SPORTS ASSOCIATION, 5317 N FIGUEROA ST SUITE 16, LOS ANGELES, CA 90042. This Business is conducted by: A CORPORATION. Signed: RAUL SOTO/PRESIDENT. This statement was filed with the County Clerk of Los Angeles County on 05/01/2023. The registrant(s) has (have) commenced to transact business under the fictitious business name or names listed above on 05/2023. NOTICE- This Fictitious Name Statement expires five years from the date it was filed in the office of the County Clerk. A new Fictitious Business Name Statement must be filed prior to that date. The filing of this statement does not of itself authorize the use in this state of a Fictitious Business Name in violation of the rights of another under Federal, State, or common law (See section 14411 et seq. Business and Professions Code)Publish: Mountain Views News/JDC <box>692 543 913 740</box>
notice-header: FICTITIOUS BUSINESS NAME STATEMENT File No. 2023100483 <box>921 1018 1141 1038</box>
legal-notice <box>921 563 1141 750</box>
notice-body: The following person(s) is (are) doing business as: MARY'S PRODUCE, 11105 WILMINGTON AVE, LOS ANGELES, CA 90059. Full name of registrant(s) is (are) MARY CRUZ MAZ HERNANDEZ, 10962 E 109TH ST, LOS ANGELES, CA 90059; IMELDA DIAZ, 11252 LORNA ST, GARDEN GROVE, CA 92841. This Business is conducted by: A GENERAL PARTNERSHIP. Signed: MARY CRUZ MAZ HERNANDEZ/GENERAL PARTNER. This statement was filed with the County Clerk of Los Angeles County on 04/25/2023. The registrant(s) has (have) commenced to transact business under the fictitious business name or names listed above on N/A. NOTICE- This Fictitious Name Statement expires five years from the date it was filed in the office of the County Clerk. A new Fictitious Business Name Statement must be filed prior to that date. The filing of this statement does not of itself authorize the use in this state of a Fictitious Business Name in violation of the rights of another under Federal, State, or common law (See section 14411 et seq. Business and Professions Code)Publish: Mountain Views News/JDC <box>235 1348 455 1555</box>
notice-body: The following person(s) is (are) doing business as: VISION BOTANICA CENTER 18516 SHERMAN WAY, RESEDA, CA 91335. LOS ANGELES COUNTY. Full name of registrant(s) is (are) MERCEDES HERNANDEZ 18516 SHERMAN WAY, RESEDA, CA 91335. This Business is conducted by: AN INDIVIDUAL. Signed: MERCEDES HERNANDEZ, OWNER. This statement was filed with the County Clerk of Los Angeles County on 05/11/2023. The registrant(s) has (have) commenced to transact business under the fictitious business name or names listed above on 05/2023. NOTICE- This Fictitious Name Statement expires five years from the date it was filed in the office of the County Clerk. A new Fictitious Business Name Statement must be filed prior to that date. The filing of this statement does not of itself authorize the use in this state of a Fictitious Business Name in violation of the rights of another under Federal, State, or common law (See section 14411 et seq. Business and Professions Code) <box>1149 1947 1370 2134</box>
notice-body: The following person(s) is (are) doing business as: ALL TRUCKING CO 667 E ALAMEDA ST, GLENDALE, CA 91205. LOS ANGELES COUNTY. Full name of registrant(s) is (are) SMBAT GAGIKI MARTIROSYAN 667 E ALCALA ST 9, GLENDALE, CA 91205. This Business is conducted by: AN INDIVIDUAL. Signed: GAGIKI MARTIROSYAN, OWNER. This statement was filed with the County Clerk of Los Angeles County on 05/11/2023. The registrant(s) has (have) commenced to transact business under the fictitious business name or names listed above on 05/2023. NOTICE- This Fictitious Name Statement expires five years from the date it was filed in the office of the County Clerk. A new Fictitious Business Name Statement must be filed prior to that date. The filing of this statement does not of itself authorize the use in this state of a Fictitious Business Name in violation of the rights of another under Federal, State, or common law (See section 14411 et seq. Business and Professions Code) <box>1149 2185 1370 2372</box>
section-title: LEGAL NOTICES <box>875 7 1347 70</box>
legal-notice <box>692 305 913 522</box>
notice-body: The following person(s) MARIA TERESA VILLASANA AQUINO 934 S LA VERNE AVE, LOS ANGELES, CA 90022 have abandoned the use of the fictitious business name: GREEN PLANET RECYCLING, 11350 SATICOY ST, SUN VALLEY, CA 91352. The fictitious business name referred to above was filed on 07/02/2018, in the County of Los Angeles. The original file number of 2019216544. This business was conducted by: AN INDIVIDUAL. This statement was filed with the County Clerk of Los Angeles on 05/09/2023. The registrant declares that all information in this statement is true and correct. (A registrant who declares as true information which he or she knows to be false, is guilty of a crime.) MARIA TERESA VILLASANA AQUINO/OWNER. Publish: Mountain Views News <box>921 593 1141 739</box>
notice-dates: Dates Pub: MAY 13, 20, 27 JUNE 03, 2023 <box>6 1876 165 1887</box>
notice-dates: Publish: Mountain Views News Dates Pub: May 13,20, 27, June 3, 2023 <box>1149 677 1370 698</box>
notice-dates: Dates Pub: MAY 13, 20, 27 JUNE 03, 2023 <box>6 967 165 978</box>
notice-body: The following person(s) is (are) doing business as: ADAN CHALINO SANCHEZ PUBLISHING, ROSALINO SANCHEZ BRAND, ACS MUSIC ENTERTAINMENT, ADAN SANCHEZ DISCOGRAPHY, CHALINO DOCUMENTARY, CHALINO PUBLISHING, CHALINO SANCHEZ, CHALINO SANCHEZ CAR SHOW, CHALINO SANCHEZ CLOTHING, CHALINO SANCHEZ CLOTHING BRAND, CHALINO SANCHEZ EL REY DEL CORRIDO, CHALINO SANCHEZ POR SIEMPRE, CHALINO RECORDS, CHALINO SANCHEZ RIRS, CHALINOS BRANDS ROSALINO SANCHEZ, CHALINOS PRODUCTIONS, CHALINO DOCUMENTARY, ADAN SANCHEZ ENTERPRISES, ADAN SANCHEZ ESTATE, ADAN SANCHEZ SERIES, CHALINO NUNCA TUVO MIEDO, CHALINO SANCHEZ DOCUMENTARY, CHALINO SANCHEZ ENTERPRISES, CHALINO SANCHEZ ESTATE, CHALINO SANCHEZ NUNCA TUVO MIEDO, CHALINO SERIES, CHALINO'S CLOTHING BRAND, EL REY DEL CORRIDO, ROSALINO SANCHEZ FELIX BRAND, ROSALINO SANCHEZ FELIX MARIANO, CHALINO SANCHEZ MUSIC, CHALINO SANCHEZ FEST, CHALINO'S CLOTHING, CHALINOS NAME, ROSALINO SANCHEZ FELIX BRAND, ROSALINO SANCHEZ NUNCA TUVO MIEDO, 7141 CLOVERLAWN DR, PARAMOUNT, CA 90723. Full name of registrant(s) is (are) MARICELA VALLEJO DE SANCHEZ/ PERSON, 7141 CLOVERLAWN DR, PARAMOUNT CA 90723. This Business is conducted by: AN INDIVIDUAL. Signed: MARICELA VALLEJO DE SANCHEZ/ PERSON. This statement was filed with the County Clerk of Los Angeles County on 04/27/2023. The registrant(s) has (have) commenced to transact business under the fictitious business name or names listed above on 12/2021. NOTICE- This Fictitious Name Statement expires five years from the date it was filed in the office of the County Clerk. A new Fictitious Business Name Statement must be filed prior to that date. The filing of this statement does not of itself authorize the use in this state of a Fictitious Business Name in violation of the rights of another under Federal, State, or common law (See section 14411 et seq. Business and Professions Code)Publish: Mountain Views News/JDC <box>6 88 227 534</box>
notice-body: The following person(s) is (are) doing business as: EMPANADAS COCO HOLLYWOOD, 7311 W SUNSET BLVD, LOS ANGELES, CA 90046; ANN C5000350 LOS ANGELES COUNTY. Full name of registrant(s) is (are) AL BASCH, INC. 7311 W SUNSET BLVD, LOS ANGELES, CA 90046. This Business is conducted by: A CORPORATION. Signed: AL BASCH, INC. MAURICE EDWARD MOUSSA, CEO. This statement was filed with the County Clerk of Los Angeles County on 05/10/2023. The registrant(s) has (have) commenced to transact business under the fictitious business name or names listed above on 03/2020. NOTICE- This Fictitious Name Statement expires five years from the date it was filed in the office of the County Clerk. A new Fictitious Business Name Statement must be filed prior to that date. The filing of this statement does not of itself authorize the use in this state of a Fictitious Business Name in violation of the rights of another under Federal, State, or common law (See section 14411 et seq. Business and Professions Code) <box>921 1038 1141 1235</box>
masthead-subline <box>10 51 393 70</box>
notice-body: The following person(s) is (are) doing business as: LA LATENT, 7616 PALO CEDRO RD, MORENO VALLEY, CA 92551. Full name of registrant(s) is (are) NATHAN COLEMAN, 7616 PALO CEDRO RD, MORENO VALLEY, CA 92551. This Business is conducted by: AN INDIVIDUAL. Signed: NATHAN COLEMAN/OWNER. This statement was filed with the County Clerk of Los Angeles County on 04/24/2023. The registrant(s) has (have) commenced to transact business <box>6 2134 227 2228</box>
notice-dates: Dates Pub: MAY 13, 20, 27 JUNE 03, 2023 <box>235 1318 394 1329</box>
notice-header: FICTITIOUS BUSINESS NAME STATEMENT File No. 2023100330 <box>1149 459 1370 481</box>
legal-notice <box>6 771 227 979</box>
legal-notice <box>235 202 455 419</box>
legal-notice <box>692 1865 913 2093</box>
notice-header: FICTITIOUS NAME STATEMENT File No. 2023-100159 <box>692 78 908 88</box>
notice-header: FICTITIOUS NAME STATEMENT File No. 2023-094547 <box>463 584 679 594</box>
legal-notice <box>235 78 455 193</box>
notice-dates: Publish: ES Mountain Views News Dates Pub: May 13,20, 27, June 3, 2023 <box>1149 1897 1370 1917</box>
notice-body: The following person(s) is (are) doing business as: FAMILY HOME, 13115 ROPER AVE, NORWALK, CA 90650. Full name of registrant(s) is (are) ESTHER LIZBETH CRUZ RODAS, 13115 ROPER AVE, NORWALK, CA 90650. This Business is conducted by: AN INDIVIDUAL. Signed: ESTHER LIZBETH CRUZ RODAS/OWNER. This statement was filed with the County Clerk of Los Angeles County on 04/26/2023. The registrant(s) has (have) commenced to transact business under the fictitious business name or names listed above on 04/2023. NOTICE- This Fictitious Name Statement expires five years from the date it was filed in the office of the County Clerk. A new Fictitious Business Name Statement must be filed prior to that date. The filing of this statement does not of itself authorize the use in this state of a Fictitious Business Name in violation of the rights of another under Federal, State, or common law (See section 14411 et seq. Business and Professions Code)Publish: Mountain Views News/JDC <box>6 781 227 968</box>
legal-notice <box>921 1762 1141 1989</box>
legal-notice <box>692 977 913 1184</box>
notice-dates: Dates Pub: MAY 13, 20, 27, JUNE 03, 2023 <box>921 739 1083 750</box>
notice-header: FICTITIOUS NAME STATEMENT File No. 2023-093932 <box>235 1111 451 1121</box>
notice-dates: Dates Pub: MAY 13, 20, 27 JUNE 03, 2023 <box>6 2104 165 2115</box>
notice-body: The following person(s) is (are) doing business as: RIO FOODS FISH MARKET & RESTAURANT, 13714 AMAR RD, LA PUENTE, CA 91746. Full name of registrant(s) is (are) RIO FOODS INC., 4331 STATE STREET, SOUTH GATE, CA 90280. This Business is conducted by: A CORPORATION. Signed: LUIS JOEL GALINA/CEO. This statement was filed with the County Clerk of Los Angeles County on 05/02/2023. The registrant(s) has (have) commenced to transact business under the fictitious business name or names listed above on 05/2023. NOTICE- This Fictitious Name Statement expires five years from the date it was filed in the office of the County Clerk. A new Fictitious Business Name Statement must be filed prior to that date. The filing of this statement does not of itself authorize the use in this state of a Fictitious Business Name in violation of the rights of another under Federal, State, or common law (See section 14411 et seq. Business and Professions Code)Publish: Mountain Views News/JDC <box>463 1762 684 1948</box>
notice-header: FICTITIOUS BUSINESS NAME STATEMENT File No. 2023100201 <box>921 1999 1141 2020</box>
notice-header: FICTITIOUS NAME STATEMENT File No. 2023-093566 <box>463 118 679 129</box>
legal-notice <box>6 1215 227 1443</box>
legal-notice <box>463 1751 684 1958</box>
legal-notice <box>463 78 684 109</box>
notice-body: The following person(s) is (are) doing business as: VG TRUCK REPAIR, 2553 DONOSA DR, ROWLAND HEIGHTS, CA 91748. Full name of registrant(s) is (are) VIRGINIA VILLATORO RAYMUNDO, 2553 DONOSA DR, ROWLAND HEIGHTS, CA 91748. This Business is conducted by: AN INDIVIDUAL. Signed: VIRGINIA VILLATORO RAYMUNDO/OWNER. This statement was filed with the County Clerk of Los Angeles County on 05/04/2023. The registrant(s) has (have) commenced to transact business under the fictitious business name or names listed above on N/A. NOTICE- This Fictitious Name Statement expires five years from the date it was filed in the office of the County Clerk. A new Fictitious Business Name Statement must be filed prior to that date. The filing of this statement does not of itself authorize the use in this state of a Fictitious Business Name in violation of the rights of another under Federal, State, or common law (See section 14411 et seq. Business and Professions Code)Publish: Mountain Views News/JDC <box>692 1648 913 1845</box>
notice-body: The following person(s) is (are) doing business as: TREATS BY OLGA, 1019 E PALMER ST, COMPTON, CA 90221. Full name of registrant(s) is (are) OLGA L BETANCOURT, 1019 E PALMER ST, COMPTON, CA 90221. This Business is conducted by: AN INDIVIDUAL. Signed: OLGA L BETANCOURT/OWNER. This statement was filed with the County Clerk of Los Angeles County on 05/05/2023. The registrant(s) has (have) commenced to transact business under the fictitious business name or names listed above on N/A. NOTICE- This Fictitious Name Statement expires five years from the date it was filed in the office of the County Clerk. A new Fictitious Business Name Statement must be filed prior to that date. The filing of this statement does not of itself authorize the use in this state of a Fictitious Business Name in violation of the rights of another under Federal, State, or common law (See section 14411 et seq. Business and Professions Code)Publish: Mountain Views News/JDC <box>692 986 913 1173</box>
notice-dates: Dates Pub: MAY 13, 20, 27 JUNE 03, 2023 <box>692 956 851 967</box>
legal-notice <box>463 1524 684 1741</box>
legal-notice <box>921 1999 1141 2175</box>
notice-dates: Dates Pub: MAY 13, 20, 27 JUNE 03, 2023 <box>463 1947 623 1958</box>
legal-notice <box>921 2185 1141 2289</box>
legal-notice <box>692 533 913 750</box>
legal-notice <box>692 78 913 295</box>
notice-body: The following person(s) is (are) doing business as: OVERSTOCK WAREHOUSE, NUSEA, 723 INDIAN HILL AVE, POMONA, CA 91767. Mailing address: 34 E COLORADO BLVD SUITE 210, PASADENA, CA 91106. Full name of registrant(s) is (are) NUSEA INC. 34 E COLORADO BLVD SUITE 210, PASADENA, CA 91106. This Business is conducted by: A CORPORATION. Signed: CLARA MARIA HUPKI/OWNER. This statement was filed with the County Clerk of Los Angeles County on 04/28/2023. The registrant(s) has (have) commenced to transact business under the fictitious business name or names listed above on N/A. NOTICE- This Fictitious Name Statement expires five years from the date it was filed in the office of the County Clerk. A new Fictitious Business Name Statement must be filed prior to that date. The filing of this statement does not of itself authorize the use in this state of a Fictitious Business Name in violation of the rights of another under Federal, State, or common law (See section 14411 et seq. Business and Professions Code)Publish: Mountain Views News/JDC <box>463 831 684 1039</box>
notice-body: The following person(s) is (are) doing business as: NERAKI STITCHES, 820 S TAYLOR AVE, MONTEBELLO, CA 90640. Full name of registrant(s) is (are) JUDITH VALENTINA CABRERA, 820 S TAYLOR AVE, MONTEBELLO, CA 90640. This Business is conducted by: AN INDIVIDUAL. Signed: JUDITH VALENTINA CABRERA/OWNER. This statement was filed with the County Clerk of Los Angeles County on 04/28/2023. The registrant(s) has (have) commenced to transact business under the fictitious business name or names listed above on N/A. NOTICE- This Fictitious Name Statement expires five years from the date it was filed in the office of the County Clerk. A new Fictitious Business Name Statement must be filed prior to that date. The filing of this statement does not of itself authorize the use in this state of a Fictitious Business Name in violation of the rights of another under Federal, State, or common law (See section 14411 et seq. Business and Professions Code)Publish: Mountain Views News/JDC <box>235 1586 455 1783</box>
legal-notice <box>463 821 684 1049</box>
notice-dates: Publish: ES Mountain Views News Dates Pub: May 13,20, 27, June 3, 2023 <box>1149 2134 1370 2155</box>
notice-header: FICTITIOUS NAME STATEMENT File No. 2023-092281 <box>463 1968 679 1979</box>
notice-header: FICTITIOUS BUSINESS NAME STATEMENT File No. 2023-101962 <box>921 1513 1141 1534</box>
notice-body: The following person(s) is (are) doing business as: SOTO TILE & MARBLE 14605 KESWICK ST VAN NUYS, CA 91405. LOS ANGELES COUNTY. Full name of registrant(s) is (are) ANDREW SOTO 14605 KESWICK ST VAN NUYS, CA 91405. This Business is conducted by: AN INDIVIDUAL. Signed: ANDREW SOTO, OWNER. This statement was filed with the County Clerk of Los Angeles County on 05/11/2023. The registrant(s) has (have) commenced to transact business under the fictitious business name or names listed above on 09/2006. NOTICE- This Fictitious Name Statement expires five years from the date it was filed in the office of the County Clerk. A new Fictitious Business Name Statement must be filed prior to that date. The filing of this statement does not of itself authorize the use in this state of a Fictitious Business Name in violation of the rights of another under Federal, State, or common law (See section 14411 et seq. Business and Professions Code) <box>1149 728 1370 915</box>
notice-dates: Dates Pub: MAY 13, 20, 27 JUNE 03, 2023 <box>235 852 394 863</box>
paper-name: Mountain View News <box>10 51 174 69</box>
notice-header: FILE NO. 2023102618 STATEMENT OF ABANDONMENT OF USE OF FICTITIOUS BUSINESS NAME <box>921 367 1141 398</box>
notice-body: The following person(s) is (are) doing business as: CK PARTY RENTALS 5640 WINNETKA AVE, WOODLAND HILLS, CA 91367. AON C900462 LOS ANGELES COUNTY. Full name of registrant(s) is (are) CK PARTY RENTALS INC., 5640 WINNETKA AVE, WOODLAND HILLS, CA 91367. This Business is conducted by: A CORPORATION. Signed: FIXED PRICE MOVING, INC. EDUARD KADARIEV, CEO. This statement was filed with the County Clerk of Los Angeles County on 05/09/2023. The registrant(s) has (have) commenced to transact business under the fictitious business name or names listed above on 04/2023. NOTICE- This Fictitious Name Statement expires five years from the date it was filed in the office of the County Clerk. A new Fictitious Business Name Statement must be filed prior to that date. The filing of this statement does not of itself authorize the use in this state of a Fictitious Business Name in violation of the rights of another under Federal, State, or common law (See section 14411 et seq. Business and Professions Code) <box>921 1286 1141 1483</box>
notice-body: The following person(s) is (are) doing business as: LOCAL GENERAL MAINTENANCE, 721 W 59TH ST, WILMINGTON, CA 90744. Full name of registrant(s) is (are) OSCAR ANAYA ORTA, 721 W 59TH ST, WILMINGTON, CA 90744. This Business is conducted by: AN INDIVIDUAL. Signed: OSCAR ANAYA ORTA/OWNER. This statement was filed with the County Clerk of Los Angeles County on 04/25/2023. The registrant(s) has (have) commenced to transact business under the fictitious business name or names listed above on 12/2020. NOTICE- This Fictitious Name Statement expires five years from the date it was filed in the office of the County Clerk. A new Fictitious Business Name Statement must be filed prior to that date. The filing of this statement does not of itself authorize the use in this state of a Fictitious Business Name in violation of the rights of another under Federal, State, or common law (See section 14411 et seq. Business and Professions Code)Publish: Mountain Views News/JDC <box>235 656 455 853</box>
notice-dates: Dates Pub: MAY 13, 20, 27 JUNE 03, 2023 <box>463 563 623 574</box>
notice-header: FICTITIOUS BUSINESS NAME STATEMENT File No. 2023100054 <box>1149 1679 1370 1700</box>
notice-dates: Publish: Mountain Views News Dates Pub: May 13, 20, 27, June 3, 2023 <box>921 1968 1141 1989</box>
legal-notice <box>235 1803 455 2041</box>
notice-body: The following person(s) is (are) doing business as: GLORIA'S EXPRESS, 7606 SANTA FE AVE, HUNTINGTON PARK, CA 90255. Full name of registrant(s) is (are) GLORIA'S RESTAURANT INC., 2253 PACIFIC BLVD, HUNTINGTON PARK, CA 90255. This Business is conducted by: A CORPORATION. Signed: ALICIA SANJUAN/CEO. This statement was filed with the County Clerk of Los Angeles County on 04/24/2023. The registrant(s) has (have) commenced to transact business under the fictitious business name or names listed above on N/A. NOTICE- This Fictitious Name Statement expires five years from the date it was filed in the office of the County Clerk. A new Fictitious Business Name Statement must be filed prior to that date. The filing of this statement does not of itself authorize the use in this state of a Fictitious Business Name in violation of the rights of another under Federal, State, or common law (See section 14411 et seq. Business and Professions Code)Publish: Mountain Views News/JDC <box>6 998 227 1195</box>
notice-header: FICTITIOUS NAME STATEMENT File No. 2023-095782 <box>6 1453 222 1463</box>
notice-dates: Dates Pub: MAY 13, 20, 27 JUNE 03, 2023 <box>463 326 623 336</box>
notice-dates: Dates Pub: MAY 13, 20, 27, JUNE 03, 2023 <box>921 346 1083 357</box>
notice-column <box>463 78 684 2571</box>
notice-dates: Dates Pub: MAY 13, 20, 27 JUNE 03, 2023 <box>463 99 623 109</box>
legal-notice <box>921 1266 1141 1505</box>
notice-column <box>235 78 455 2571</box>
notice-dates: Dates Pub: MAY 13, 20, 27 JUNE 03, 2023 <box>6 751 165 761</box>
notice-header: FICTITIOUS BUSINESS NAME STATEMENT File No. 2023100403 <box>1149 1927 1370 1948</box>
notice-body: The following person(s) is (are) doing business as: A & S AUTO REPAIR, 4273 S MAIN ST, LOS ANGELES, CA 90037. Full name of registrant(s) is (are) J GUADALUPE MATA RAMIREZ, 4273 S MAIN ST, LOS ANGELES, CA 90037. This Business is conducted by: AN INDIVIDUAL. Signed: J GUADALUPE MATA RAMIREZ/OWNER. This statement was filed with the County Clerk of Los Angeles County on 04/24/2023. The registrant(s) has (have) commenced to transact business under the fictitious business name or names listed above on 09/2007. NOTICE- This Fictitious Name Statement expires five years from the date it was filed in the office of the County Clerk. A new Fictitious Business Name Statement must be filed prior to that date. The filing of this statement does not of itself authorize the use in this state of a Fictitious Business Name in violation of the rights of another under Federal, State, or common law (See section 14411 et seq. Business and Professions Code)Publish: Mountain Views News/JDC <box>692 1203 913 1390</box>
notice-header: FICTITIOUS NAME STATEMENT File No. 2023-095608 <box>6 1897 222 1907</box>
notice-header: FILE NO. 2023-093743 STATEMENT OF ABANDONMENT OF USE OF FICTITIOUS BUSINESS NAME <box>692 2103 913 2134</box>
notice-header: FICTITIOUS NAME STATEMENT File No. 2023-095689 <box>6 1669 222 1680</box>
notice-dates: Dates Pub: MAY 13, 20, 27 JUNE 03, 2023 <box>463 2185 623 2196</box>
legal-notice <box>1149 946 1370 1174</box>
notice-body: The following person(s) is (are) doing business as: MY PROGRESS, 3510 E 54TH ST, MAYWOOD, CA 90270. Full name of registrant(s) is (are) MARISOL SANCHEZ, 3510 E 54TH ST, MAYWOOD, CA 90270; CARLOS RODRIGUEZ, 3510 E 54TH ST, MAYWOOD, CA 90270. This Business is conducted by: A GENERAL PARTNERSHIP. Signed: MARISOL SANCHEZ CASTILLO/GENERAL PARTNER. This statement was filed with the County Clerk of Los Angeles County on 04/25/2023. The registrant(s) has (have) commenced to transact business under the fictitious business name or names listed above on 05/2018. NOTICE- This Fictitious Name Statement expires five years from the date it was filed in the office of the County Clerk. A new Fictitious Business Name Statement must be filed prior to that date. The filing of this statement does not of itself authorize the use in this state of a Fictitious Business Name in violation of the rights of another under Federal, State, or common law (See section <box>235 2061 455 2248</box>
notice-dates: Dates Pub: MAY 13, 20, 27 JUNE 03, 2023 <box>692 1845 851 1856</box>
notice-dates: Dates Pub: MAY 13, 20, 27 JUNE 03, 2023 <box>235 1090 394 1101</box>
notice-dates: Dates Pub: MAY 13, 20, 27 JUNE 03, 2023 <box>692 284 851 295</box>
notice-dates: Dates Pub: MAY 13, 20, 27 JUNE 03, 2023 <box>692 512 851 523</box>
notice-dates: Dates Pub: MAY 13, 20, 27 JUNE 03, 2023 <box>692 1617 851 1628</box>
notice-header: FICTITIOUS NAME STATEMENT File No. 2023-100150 <box>6 553 222 564</box>
legal-notice <box>463 1059 684 1287</box>
legal-notice <box>1149 1431 1370 1670</box>
notice-body: The following person(s) is (are) doing business as: SOUTHERN INTERMODAL XPRESS 40016 CHELSEA CT, PALMDALE, CA 93551. LOS ANGELES COUNTY. Full name of registrant(s) is (are) AMERE LAWRENCE AUSTIN 40016 CHELSEA CT, PALMDALE, CA 93551. This Business is conducted by: AN INDIVIDUAL. Signed: AMERE LAWRENCE AUSTIN, OWNER. This statement was filed with the County Clerk of Los Angeles County on 05/10/2023. The registrant(s) has (have) commenced to transact business under the fictitious business name or names listed above on N/A. NOTICE- This Fictitious Name Statement expires five years from the date it was filed in the office of the County Clerk. A new Fictitious Business Name Statement must be filed prior to that date. The filing of this statement does not of itself authorize the use in this state of a Fictitious Business Name in violation of the rights of another under Federal, State, or common law (See section 14411 et seq. Business and Professions Code) <box>1149 966 1370 1153</box>
notice-header: FICTITIOUS NAME STATEMENT File No. 2023-091358 <box>692 1864 908 1875</box>
legal-notice <box>6 554 227 762</box>
legal-notice <box>921 760 1141 1008</box>
notice-body: The following person(s) is (are) doing business as: PROGRESSIVE-INK 5614 FARRALON AVE, WOODLAND HILLS, CA 91367. LOS ANGELES COUNTY. Full name of registrant(s) is (are) JUN KIMOTSUKI 5614 FARRALON AVE, WOODLAND HILLS, CA 91367. This Business is conducted by: AN INDIVIDUAL. Signed: JUN KIMOTSUKI, OWNER. This statement was filed with the County Clerk of Los Angeles County on 05/12/2023. The registrant(s) has (have) commenced to transact business under the fictitious business name or names listed above on N/A. NOTICE- This Fictitious Name Statement expires five years from the date it was filed in the office of the County Clerk. A new Fictitious Business Name Statement must be filed prior to that date. The filing of this statement does not of itself authorize the use in this state of a Fictitious Business Name in violation of the rights of another under Federal, State, or common law (See section 14411 et seq. Business and Professions Code) <box>1149 1203 1370 1401</box>
legal-notice <box>235 429 455 636</box>
notice-header: FICTITIOUS NAME STATEMENT File No. 2023-090015 <box>235 201 451 212</box>
notice-header: FILE NO. 2023-094633 STATEMENT OF ABANDONMENT OF USE OF FICTITIOUS BUSINESS NAME <box>921 139 1141 171</box>
